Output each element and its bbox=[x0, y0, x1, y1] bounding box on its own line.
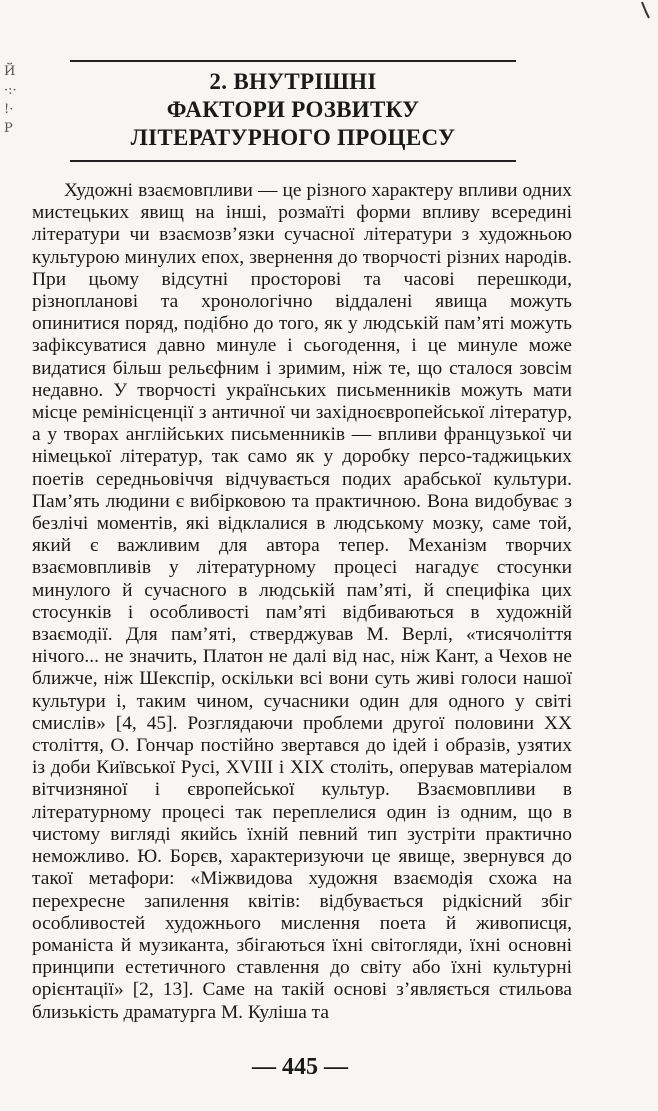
body-paragraph: Художні взаємовпливи — це різного характеру впливи одних мистецьких явищ на інші, розмаїті форми впливу всередині літератури чи взаємозв’язки сучасної літератури з художньою культурою минулих епох, звернення до творчості різних народів. При цьому відсутні просторові та часові перешкоди, різнопланові та хронологічно віддалені явища можуть опинитися поряд, подібно до того, як у людській пам’яті можуть зафіксуватися давно минуле і сьогодення, і це минуле може видатися більш рельєфним і зримим, ніж те, що сталося зовсім недавно. У творчості українських письменників можуть мати місце ремінісценції з античної чи західноєвропейської літератур, а у творах англійських письменників — впливи французької чи німецької літератур, так само як у доробку персо-таджицьких поетів середньовіччя відчувається подих арабської культури. Пам’ять людини є вибірковою та практичною. Вона видобуває з безлічі моментів, які відклалися в людському мозку, саме той, який є важливим для автора тепер. Механізм творчих взаємовпливів у літературному процесі нагадує стосунки минулого й сучасного в людській пам’яті, й специфіка цих стосунків і особливості пам’яті відбиваються в художній взаємодії. Для пам’яті, стверджував М. Верлі, «тисячоліття нічого... не значить, Платон не далі від нас, ніж Кант, а Чехов не ближче, ніж Шекспір, оскільки всі вони суть живі голоси нашої культури і, таким чином, сучасники один для одного у світі смислів» [4, 45]. Розглядаючи проблеми другої половини XX століття, О. Гончар постійно звертався до ідей і образів, узятих із доби Київської Русі, XVIII і XIX століть, оперував матеріалом вітчизняної і європейської культур. Взаємовпливи в літературному процесі так переплелися один із одним, що в чистому вигляді якийсь їхній певний тип зустріти практично неможливо. Ю. Борєв, характеризуючи це явище, звернувся до такої метафори: «Міжвидова художня взаємодія схожа на перехресне запилення квітів: відбувається рідкісний збіг особливостей художнього мислення поета й живописця, романіста й музиканта, збігаються їхні світогляди, їхні основні принципи естетичного ставлення до світу або їхні культурні орієнтації» [2, 13]. Саме на такій основі з’являється стильова близькість драматурга М. Куліша та bbox=[32, 180, 572, 1023]
heading-line-1: 2. ВНУТРІШНІ bbox=[209, 69, 377, 94]
heading-line-3: ЛІТЕРАТУРНОГО ПРОЦЕСУ bbox=[130, 125, 456, 150]
margin-mark: !· bbox=[4, 102, 14, 117]
corner-scan-mark bbox=[640, 0, 652, 20]
margin-mark: Р bbox=[4, 121, 13, 136]
margin-mark: Й bbox=[4, 64, 16, 79]
heading-bottom-rule bbox=[70, 160, 516, 162]
chapter-heading bbox=[70, 68, 516, 152]
body-text bbox=[32, 180, 572, 1024]
heading-line-2: ФАКТОРИ РОЗВИТКУ bbox=[166, 97, 420, 122]
heading-top-rule bbox=[70, 60, 516, 62]
margin-mark: ·:· bbox=[4, 83, 17, 98]
margin-annotations bbox=[4, 62, 22, 138]
page-number: — 445 — bbox=[252, 1054, 348, 1080]
